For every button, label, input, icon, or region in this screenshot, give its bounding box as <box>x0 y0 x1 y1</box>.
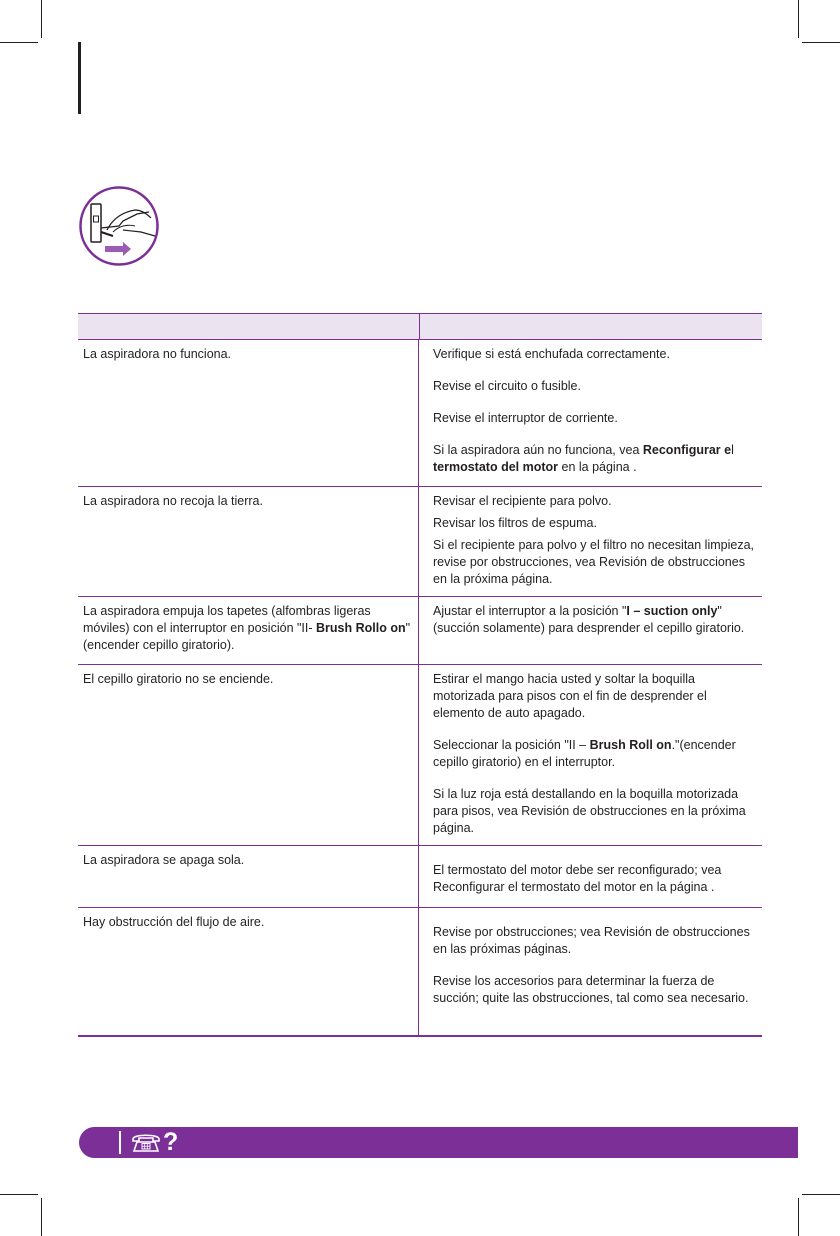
solution-paragraph <box>433 537 754 588</box>
solution-cell <box>419 597 762 664</box>
table-row <box>78 487 762 597</box>
header-cell-solution <box>420 314 762 339</box>
footer-bar <box>79 1127 798 1158</box>
crop-mark <box>802 1194 840 1195</box>
solution-cell <box>419 340 762 486</box>
problem-cell: La aspiradora no funciona. <box>78 340 419 486</box>
problem-cell: La aspiradora no recoja la tierra. <box>78 487 419 596</box>
bold-text: Reconfigurar e <box>642 443 732 457</box>
solution-paragraph <box>433 973 754 1007</box>
solution-paragraph <box>433 346 754 363</box>
solution-paragraph <box>433 515 754 532</box>
problem-cell: La aspiradora se apaga sola. <box>78 846 419 907</box>
help-question-mark: ? <box>163 1128 179 1156</box>
solution-paragraph <box>433 671 754 722</box>
problem-cell: El cepillo giratorio no se enciende. <box>78 665 419 845</box>
solution-paragraph <box>433 786 754 837</box>
text-run: en la página . <box>558 460 637 474</box>
crop-mark <box>41 0 42 38</box>
crop-mark <box>0 1194 38 1195</box>
bold-text: I – suction only <box>626 604 718 618</box>
solution-paragraph <box>433 410 754 427</box>
solution-paragraph <box>433 862 754 896</box>
table-body <box>78 340 762 1035</box>
bold-text: Brush Roll on <box>589 738 672 752</box>
troubleshooting-table <box>78 313 762 1037</box>
table-header <box>78 313 762 340</box>
solution-paragraph <box>433 378 754 395</box>
table-row <box>78 665 762 846</box>
table-row <box>78 846 762 908</box>
crop-mark <box>41 1198 42 1236</box>
text-run: La aspiradora empuja los tapetes (alfombras ligeras móviles) con el interruptor en posición <box>83 604 371 635</box>
phone-icon <box>131 1131 161 1153</box>
unplug-icon <box>79 186 159 266</box>
solution-paragraph <box>433 924 754 958</box>
text-run: Revisar los filtros de espuma. <box>433 516 597 530</box>
text-run: "II- <box>297 621 317 635</box>
text-run: Verifique si está enchufada correctamente. <box>433 347 670 361</box>
text-run: l <box>731 443 734 457</box>
text-run: Estirar el mango hacia usted y soltar la boquilla motorizada para pisos con el fin de desprender el elemento de auto apagado. <box>433 672 707 720</box>
problem-cell: Hay obstrucción del flujo de aire. <box>78 908 419 1035</box>
solution-paragraph <box>433 737 754 771</box>
text-run: Seleccionar la posición "II – <box>433 738 590 752</box>
section-marker <box>78 42 81 114</box>
solution-cell <box>419 487 762 596</box>
solution-cell <box>419 908 762 1035</box>
crop-mark <box>0 42 38 43</box>
problem-cell <box>78 597 419 664</box>
crop-mark <box>802 42 840 43</box>
text-run: Si la aspiradora aún no funciona, vea <box>433 443 643 457</box>
table-row <box>78 340 762 487</box>
text-run: " (succión solamente) para desprender el cepillo giratorio. <box>433 604 745 635</box>
text-run: Revisar el recipiente para polvo. <box>433 494 612 508</box>
text-run: Si el recipiente para polvo y el filtro no necesitan limpieza, revise por obstrucciones, vea Revisión de obstrucciones en la próxima página. <box>433 538 755 586</box>
table-row <box>78 597 762 665</box>
text-run: Ajustar el interruptor a la posición " <box>433 604 627 618</box>
bold-text: Brush Rollo on <box>316 621 406 635</box>
solution-cell <box>419 665 762 845</box>
footer-divider <box>119 1131 121 1154</box>
text-run: El termostato del motor debe ser reconfigurado; vea Reconfigurar el termostato del motor en la página . <box>433 863 722 894</box>
text-run: Revise el interruptor de corriente. <box>433 411 618 425</box>
text-run: Revise el circuito o fusible. <box>433 379 581 393</box>
crop-mark <box>798 0 799 38</box>
solution-paragraph <box>433 442 754 476</box>
bold-text: termostato del motor <box>433 460 559 474</box>
text-run: Revise los accesorios para determinar la fuerza de succión; quite las obstrucciones, tal como sea necesario. <box>433 974 749 1005</box>
solution-cell <box>419 846 762 907</box>
text-run: Si la luz roja está destallando en la boquilla motorizada para pisos, vea Revisión de obstrucciones en la próxima página. <box>433 787 746 835</box>
solution-paragraph <box>433 603 754 637</box>
header-cell-problem <box>78 314 420 339</box>
text-run: Revise por obstrucciones; vea Revisión de obstrucciones en las próximas páginas. <box>433 925 750 956</box>
solution-paragraph <box>433 493 754 510</box>
text-run: ."(encender cepillo giratorio) en el interruptor. <box>433 738 736 769</box>
text-run: " (encender cepillo giratorio). <box>83 621 411 652</box>
table-row <box>78 908 762 1035</box>
crop-mark <box>798 1198 799 1236</box>
